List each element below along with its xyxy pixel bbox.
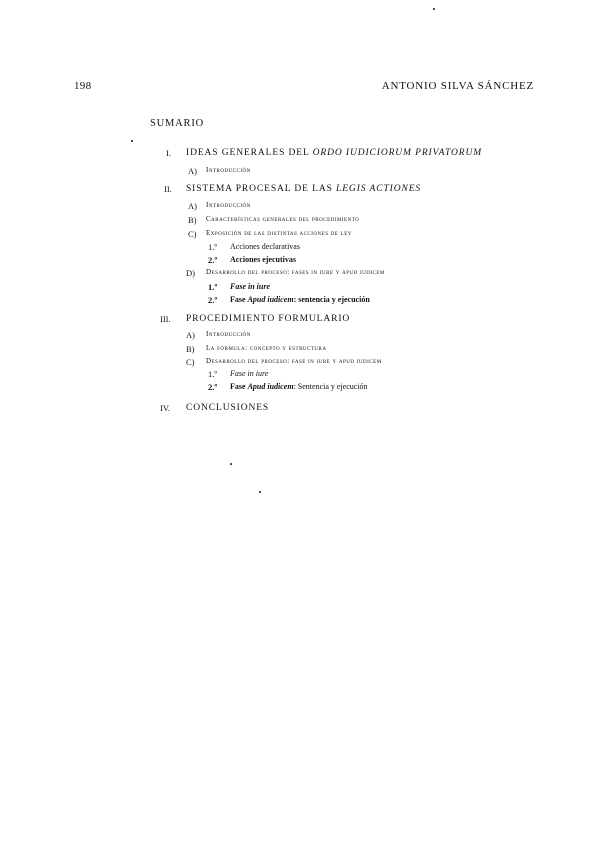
toc-title-italic: Apud iudicem — [247, 382, 294, 391]
toc-title: Fase in iure — [230, 282, 271, 291]
toc-ordinal: 2.º — [208, 295, 218, 305]
toc-number: IV. — [160, 403, 170, 413]
toc-letter: C) — [188, 229, 197, 239]
toc-title: CONCLUSIONES — [186, 403, 270, 413]
speck — [433, 8, 435, 10]
toc-title: Características generales del procedimiento — [206, 215, 360, 223]
toc-title: Exposición de las distintas acciones de ley — [206, 229, 352, 237]
toc-title: Desarrollo del proceso: fase in iure y apud iudicem — [206, 357, 382, 365]
toc-letter: B) — [188, 215, 197, 225]
speck — [259, 491, 261, 493]
toc-title: Fase — [230, 382, 248, 391]
toc-letter: B) — [186, 344, 195, 354]
toc-letter: C) — [186, 357, 195, 367]
toc-title: La fórmula: concepto y estructura — [206, 344, 327, 352]
toc-title: Introducción — [206, 201, 251, 209]
toc-title: Introducción — [206, 330, 251, 338]
speck — [230, 463, 232, 465]
toc-title: IDEAS GENERALES DEL — [186, 148, 313, 158]
toc-ordinal: 1.º — [208, 369, 218, 379]
running-head: ANTONIO SILVA SÁNCHEZ — [381, 80, 534, 92]
speck — [131, 140, 133, 142]
toc-title: Acciones declarativas — [230, 242, 300, 251]
toc-title: Introducción — [206, 166, 251, 174]
toc-letter: A) — [188, 166, 197, 176]
toc-ordinal: 2.º — [208, 255, 218, 265]
toc-title-italic: Apud iudicem — [247, 295, 294, 304]
toc-ordinal: 2.º — [208, 382, 218, 392]
toc-title: SISTEMA PROCESAL DE LAS — [186, 184, 337, 194]
toc-title: Fase — [230, 295, 248, 304]
toc-number: II. — [164, 184, 172, 194]
toc-title: Fase in iure — [230, 369, 269, 378]
toc-ordinal: 1.º — [208, 242, 218, 252]
toc-ordinal: 1.º — [208, 282, 218, 292]
toc-title: PROCEDIMIENTO FORMULARIO — [186, 314, 351, 324]
toc-number: I. — [166, 148, 171, 158]
toc-letter: A) — [186, 330, 195, 340]
toc-number: III. — [160, 314, 171, 324]
toc-letter: A) — [188, 201, 197, 211]
toc-title: Desarrollo del proceso: fases in iure y apud iudicem — [206, 268, 385, 276]
toc-title-italic: ORDO IUDICIORUM PRIVATORUM — [312, 148, 483, 158]
toc-title: Acciones ejecutivas — [230, 255, 296, 264]
toc-letter: D) — [186, 268, 195, 278]
page-number: 198 — [74, 80, 92, 92]
toc-title: : sentencia y ejecución — [293, 295, 370, 304]
toc-title-italic: LEGIS ACTIONES — [336, 184, 422, 194]
summary-heading: SUMARIO — [150, 118, 205, 129]
toc-title: : Sentencia y ejecución — [293, 382, 368, 391]
